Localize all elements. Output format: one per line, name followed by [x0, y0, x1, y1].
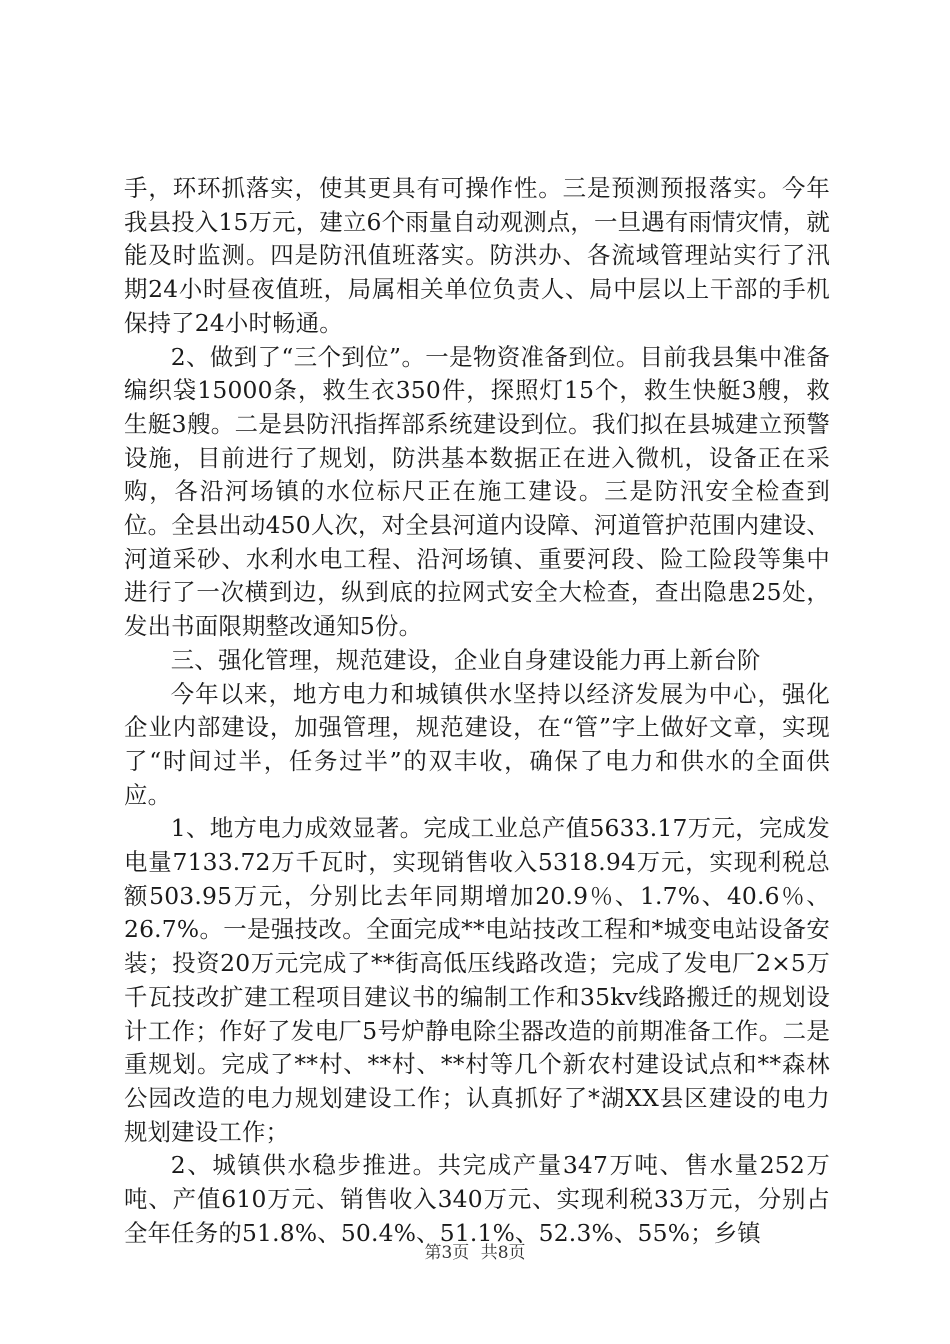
paragraph-local-power: 1、地方电力成效显著。完成工业总产值5633.17万元，完成发电量7133.72万千瓦时，实现销售收入5318.94万元，实现利税总额503.95万元，分别比去年同期增加20.9％、1.7%、40.6％、26.7%。一是强技改。全面完成**电站技改工程和*城变电站设备安装；投资20万元完成了**街高低压线路改造；完成了发电厂2×5万千瓦技改扩建工程项目建议书的编制工作和35kv线路搬迁的规划设计工作；作好了发电厂5号炉静电除尘器改造的前期准备工作。二是重规划。完成了**村、**村、**村等几个新农村建设试点和**森林公园改造的电力规划建设工作；认真抓好了*湖XX县区建设的电力规划建设工作；: [124, 814, 830, 1146]
paragraph-continued-implementation: 手，环环抓落实，使其更具有可操作性。三是预测预报落实。今年我县投入15万元，建立6个雨量自动观测点，一旦遇有雨情灾情，就能及时监测。四是防汛值班落实。防洪办、各流域管理站实行了汛期24小时昼夜值班，局属相关单位负责人、局中层以上干部的手机保持了24小时畅通。: [124, 174, 830, 337]
section-heading-management: 三、强化管理，规范建设，企业自身建设能力再上新台阶: [170, 645, 761, 674]
paragraph-urban-water-supply: 2、城镇供水稳步推进。共完成产量347万吨、售水量252万吨、产值610万元、销售收入340万元、实现利税33万元，分别占全年任务的51.8%、50.4%、51.1%、52.3%、55%；乡镇: [124, 1151, 830, 1247]
page-number-total: 共8页: [480, 1243, 526, 1263]
page-number-current: 第3页: [424, 1243, 470, 1263]
document-body: [124, 172, 830, 1251]
page-footer: [0, 1238, 950, 1263]
paragraph-since-this-year: 今年以来，地方电力和城镇供水坚持以经济发展为中心，强化企业内部建设，加强管理，规范建设，在“管”字上做好文章，实现了“时间过半，任务过半”的双丰收，确保了电力和供水的全面供应。: [124, 679, 830, 809]
paragraph-three-in-place: 2、做到了“三个到位”。一是物资准备到位。目前我县集中准备编织袋15000条，救生衣350件，探照灯15个，救生快艇3艘，救生艇3艘。二是县防汛指挥部系统建设到位。我们拟在县城建立预警设施，目前进行了规划，防洪基本数据正在进入微机，设备正在采购，各沿河场镇的水位标尺正在施工建设。三是防汛安全检查到位。全县出动450人次，对全县河道内设障、河道管护范围内建设、河道采砂、水利水电工程、沿河场镇、重要河段、险工险段等集中进行了一次横到边，纵到底的拉网式安全大检查，查出隐患25处，发出书面限期整改通知5份。: [124, 342, 830, 641]
